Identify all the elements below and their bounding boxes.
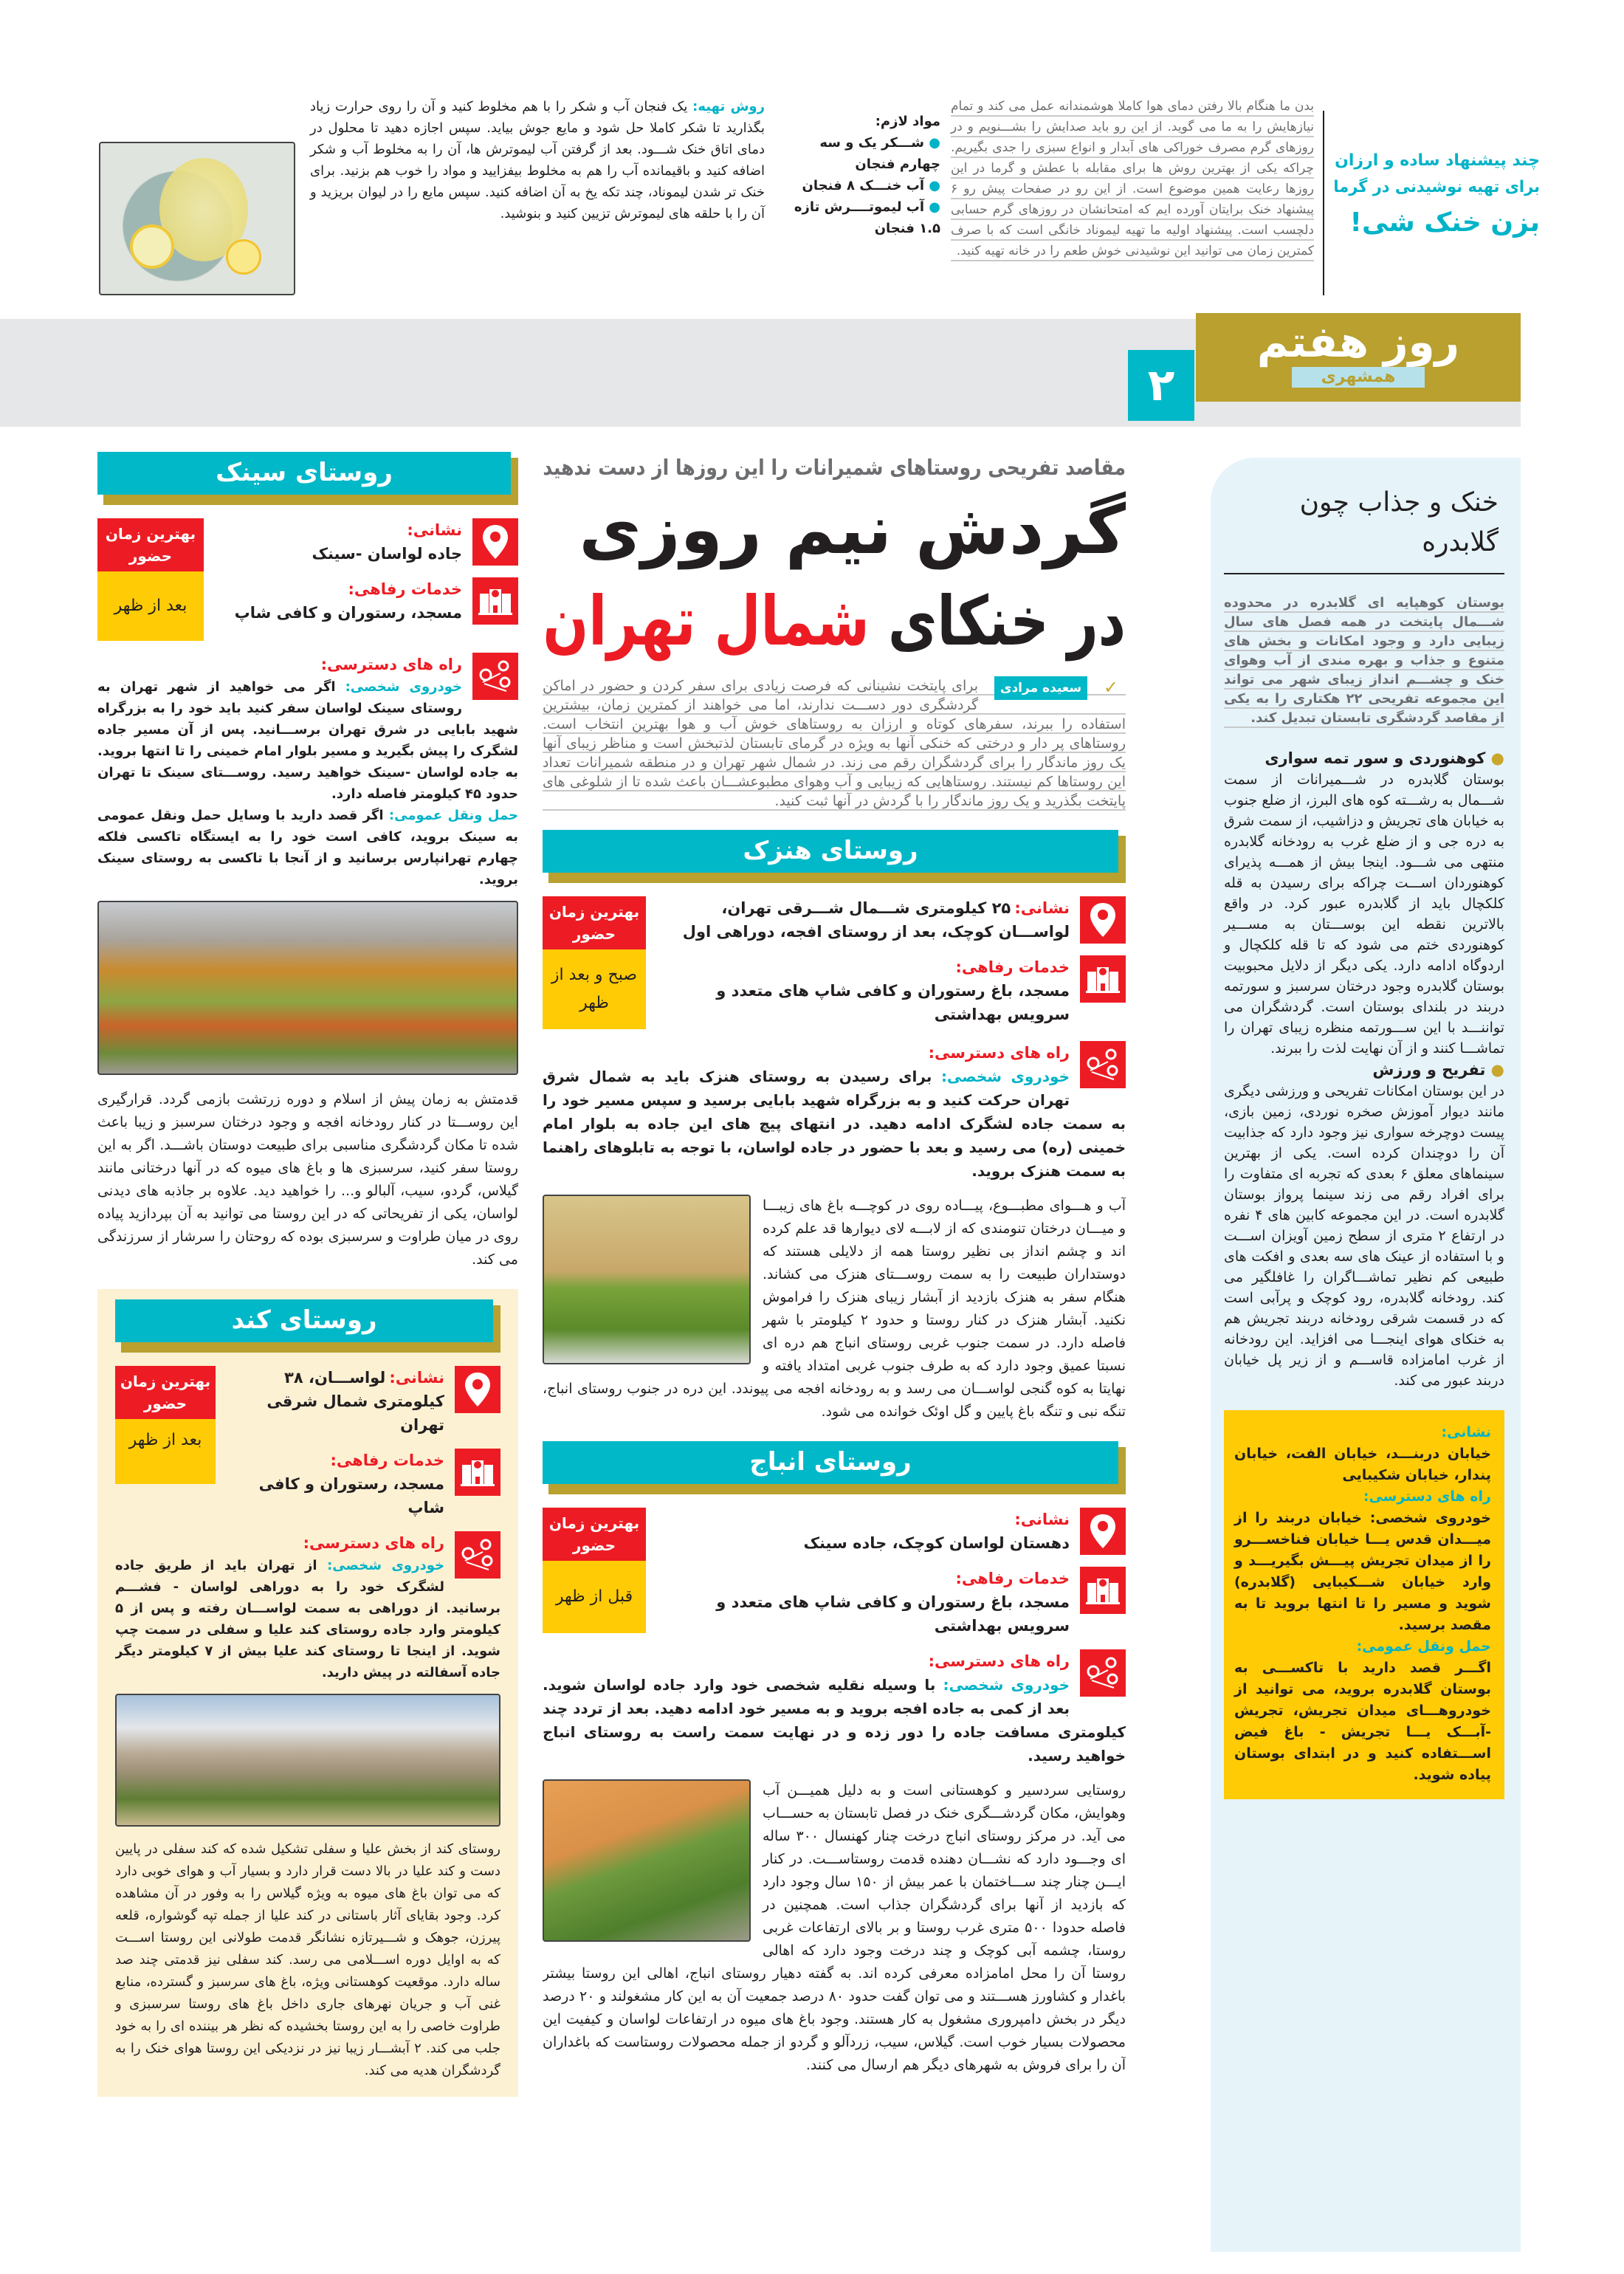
- building-icon: [1080, 1567, 1126, 1614]
- teaser-title: [1333, 148, 1540, 245]
- kand-info: [115, 1366, 500, 1519]
- anbaj-body: [543, 1779, 1126, 2077]
- anbaj-info: [543, 1508, 1126, 1638]
- left-column: [97, 452, 518, 2097]
- headline: [543, 484, 1126, 667]
- ingredient-item: ● آب لیموتــــرش تازه ۱.۵ فنجان: [794, 199, 940, 236]
- title-divider: [1224, 573, 1504, 574]
- address-row: نشانی: ۲۵ کیلومتری شـــمال شـــرقی تهران، لواســـان کوچک، بعد از روستای افجه، دوراهی اول: [658, 896, 1126, 944]
- lemonade-intro: بدن ما هنگام بالا رفتن دمای هوا کاملا هوشمندانه عمل می کند و تمام نیازهایش را به ما می گوید. از این رو باید صدایش را بشـــنویم و در روزهای گرم مصرف خوراکی های آبدار و انواع سبزی را جدی بگیریم. چراکه یکی از بهترین روش ها برای مقابله با عطش و گرما در این روزها رعایت همین موضوع است. از این رو در صفحات پیش رو ۶ پیشنهاد خنک برایتان آورده ایم که امتحانشان در روزهای گرم حسابی دلچسب است. پیشنهاد اولیه ما تهیه لیموناد خانگی است که با صرف کمترین زمان می توانید این نوشیدنی خوش طعم را در خانه تهیه کنید.: [951, 96, 1314, 261]
- route-icon: [1080, 1649, 1126, 1697]
- author-badge: سعیده مرادی: [994, 676, 1087, 700]
- teaser-line: برای تهیه نوشیدنی در گرما: [1333, 178, 1540, 196]
- section-header-kand: روستای کند: [115, 1299, 500, 1356]
- section-title: تفریح و ورزش: [1372, 1061, 1486, 1079]
- sinak-info: [97, 518, 518, 641]
- middle-column: [543, 452, 1126, 2077]
- best-time-box: بهترین زمان حضور بعد از ظهر: [115, 1366, 216, 1484]
- article-intro-wrap: [543, 676, 1126, 811]
- ingredient-item: ● آب خنـــک ۸ فنجان: [802, 178, 940, 193]
- section-header-sinak: روستای سینک: [97, 452, 518, 508]
- location-pin-icon: [1080, 1508, 1126, 1555]
- golabdareh-panel: [1211, 458, 1521, 2252]
- services-row: خدمات رفاهی: مسجد، رستوران و کافی شاپ: [227, 1449, 500, 1519]
- page-number: ۲: [1128, 350, 1194, 421]
- box-label: راه های دسترسی:: [1363, 1488, 1491, 1505]
- box-text: اگـــر قصد دارید با تاکســـی به بوستان گلابدره بروید، می توانید از خودروهـــای میدان تجریش، تجریش -آبـــک یـــا تجریش - باغ فیض اســـتفاده کنید و در ابتدای بوستان پیاده شوید.: [1234, 1660, 1491, 1783]
- box-text: خیابان دربنـــد، خیابان الفت، خیابان پندار، خیابان شکیبایی: [1234, 1446, 1491, 1483]
- building-icon: [472, 577, 518, 625]
- address-row: نشانی: جاده لواسان -سینک: [216, 518, 518, 566]
- building-icon: [1080, 955, 1126, 1003]
- hanzak-access: راه های دسترسی: خودروی شخصی: برای رسیدن به روستای هنزک باید به شمال شرق تهران حرکت کنید و به بزرگراه شهید بابایی برسید و سپس مسیر خود را به سمت جاده لشگرک ادامه دهید. در انتهای پیچ های این جاده به بلوار امام خمینی (ره) می رسید و بعد با حضور در جاده لواسان، با توجه به تابلوهای راهنما به سمت هنزک بروید.: [543, 1041, 1126, 1183]
- kicker: مقاصد تفریحی روستاهای شمیرانات را این روزها از دست ندهید: [543, 455, 1126, 480]
- lemonade-photo: [99, 142, 295, 295]
- box-text: خودروی شخصی: خیابان دربند را از میـــدان قدس یـــا خیابان فناخســـرو را از میدان تجریش پیـــش بگیریـــد و وارد خیابان شـــکیبایی (گلابدره) شوید و مسیر را تا انتها بروید تا به مقصد برسید.: [1234, 1510, 1491, 1633]
- section-text: در این بوستان امکانات تفریحی و ورزشی دیگری مانند دیوار آموزش صخره نوردی، زمین بازی، پیست دوچرخه سواری نیز وجود دارد که جذابیت آن را دوچندان کرده است. یکی از بهترین سینماهای معلق ۶ بعدی که تجربه ای متفاوت را برای افراد رقم می زند سینما پرواز بوستان گلابدره است. در این مجموعه کابین های ۴ نفره در ارتفاع ۲ متری از سطح زمین آویزان اســـت و با استفاده از عینک های سه بعدی و افکت های طبیعی کم نظیر تماشـــاگران را غافلگیر می کند. رودخانه گلابدره، رود کوچک و پرآبی است که در قسمت شرقی رودخانه دربند تجریش هم به خنکای هوای اینجـــا می افزاید. این رودخانه از غرب امامزاده قاســـم و از زیر پل خیابان دربند عبور می کند.: [1224, 1083, 1504, 1389]
- masthead-logo: [1196, 313, 1521, 402]
- golabdareh-lead: بوستان کوهپایه ای گلابدره در محدوده شـــمال پایتخت در همه فصل های سال زیبایی دارد و وجود امکانات و بخش های متنوع و جذاب و بهره مندی از آب وهوای خنک و چشـــم انداز زیبای شهر می تواند این مجموعه تفریحی ۲۲ هکتاری را به یکی از مقاصد گردشگری تابستان تبدیل کند.: [1224, 594, 1504, 728]
- best-time-box: بهترین زمان حضور صبح و بعد از ظهر: [543, 896, 646, 1029]
- teaser-line: چند پیشنهاد ساده و ارزان: [1335, 151, 1540, 170]
- location-pin-icon: [1080, 896, 1126, 944]
- anbaj-access: راه های دسترسی: خودروی شخصی: با وسیله نقلیه شخصی خود وارد جاده لواسان شوید. بعد از کمی به جاده افجه بروید و به مسیر خود ادامه دهید. بعد از تردد چند کیلومتری مسافت جاده را دور زده و در نهایت سمت راست به روستای انباج خواهید رسید.: [543, 1649, 1126, 1768]
- building-icon: [455, 1449, 500, 1496]
- teaser-divider: [1323, 111, 1324, 295]
- method-label: روش تهیه:: [692, 99, 765, 114]
- best-time-box: بهترین زمان حضور قبل از ظهر: [543, 1508, 646, 1633]
- sinak-photo: [97, 901, 518, 1075]
- lemonade-method: [310, 96, 765, 224]
- section-title: کوهنوردی و سور تمه سواری: [1265, 749, 1486, 767]
- route-icon: [455, 1531, 500, 1579]
- golabdareh-info-box: [1224, 1410, 1504, 1799]
- address-row: نشانی: دهستان لواسان کوچک، جاده سینک: [658, 1508, 1126, 1555]
- logo-text: روز هفتم: [1256, 317, 1460, 367]
- article-intro: برای پایتخت نشینانی که فرصت زیادی برای سفر کردن و حضور در اماکن گردشگری دور دســـت ندارند، اما می خواهند از کمترین زمان، بیشترین استفاده را ببرند، سفرهای کوتاه و ارزان به روستاهای خوش آب و هوا بهترین انتخاب است. روستاهای پر دار و درختی که خنکی آنها به ویژه در گرمای تابستان لذتبخش است و مناظر زیبای آنها یک روز ماندگار را برای گردشگران رقم می زند. در شمال شهر تهران و در منطقه شمیرانات تعداد این روستاها کم نیستند. روستاهایی که زیبایی و آب وهوای مطبوعشـــان باعث شده تا از شلوغی های پایتخت بگذرید و یک روز ماندگار را با گردش در آنها ثبت کنید.: [543, 678, 1126, 809]
- hanzak-info: [543, 896, 1126, 1029]
- services-row: خدمات رفاهی: مسجد، رستوران و کافی شاپ: [216, 577, 518, 625]
- headline-line: در خنکای شمال تهران: [543, 582, 1126, 661]
- section-text: بوستان گلابدره در شـــمیرانات از سمت شـــمال به رشـــته کوه های البرز، از ضلع جنوب به خیابان های تجریش و دزاشیب، از سمت شرق به دره جی و از ضلع غرب به رودخانه گلابدره منتهی می شـــود. اینجا بیش از همـــه پذیرای کوهنوردان اســـت چراکه برای رسیدن به قله کلکچال باید از گلابدره عبور کرد. در واقع بالاترین نقطه این بوســـتان به مســـیر کوهنوردی ختم می شود که تا قله کلکچال و اردوگاه ادامه دارد. یکی دیگر از دلایل محبوبیت بوستان گلابدره وجود درختان سرسبز و سورتمه دربند در بلندای بوستان است. گردشگران می تواننـــد با این ســـورتمه منظره زیبای تهران را تماشـــا کنند و از آن نهایت لذت را ببرند.: [1223, 772, 1504, 1057]
- kand-access: راه های دسترسی: خودروی شخصی: از تهران باید از طریق جاده لشگرک خود را به دوراهی لواسان - فشـــم برسانید. از دوراهی به سمت لواســـان رفته و پس از ۵ کیلومتر وارد جاده روستای کند علیا و سفلی در سمت چپ شوید. از اینجا تا روستای کند علیا بیش از ۷ کیلومتر دیگر جاده آسفالته در پیش دارید.: [115, 1531, 500, 1683]
- location-pin-icon: [472, 518, 518, 566]
- ingredients: [782, 111, 940, 239]
- section-header-anbaj: روستای انباج: [543, 1441, 1126, 1497]
- headline-line: گردش نیم روزی: [579, 490, 1126, 569]
- kand-body: روستای کند از بخش علیا و سفلی تشکیل شده که کند سفلی در پایین دست و کند علیا در بالا دست قرار دارد و بسیار آب و هوای خوبی دارد که می توان باغ های میوه به ویژه گیلاس را به وفور در آن مشاهده کرد. وجود بقایای آثار باستانی در کند علیا از جمله تپه گوشواره، قلعه پیرزن، جوهک و شـــیرتازه نشانگر قدمت طولانی این روستا اســـت که به اوایل دوره اســـلامی می رسد. کند سفلی نیز قدمتی چند صد ساله دارد. موقعیت کوهستانی ویژه، باغ های سرسبز و گسترده، منابع غنی آب و جریان نهرهای جاری داخل باغ های روستا سرسبزی و طراوت خاصی را به این روستا بخشیده که نظر هر بیننده ای را به خود جلب می کند. ۲ آبشـــار زیبا نیز در نزدیکی این روستا هوای خنک را به گردشگران هدیه می کند.: [115, 1841, 500, 2078]
- box-label: نشانی:: [1441, 1424, 1491, 1440]
- hanzak-photo: [543, 1195, 751, 1364]
- logo-subtext: همشهری: [1292, 367, 1425, 388]
- ingredient-item: ● شـــکر یک و سه چهارم فنجان: [819, 135, 940, 172]
- sinak-access: راه های دسترسی: خودروی شخصی: اگر می خواهید از شهر تهران به روستای سینک لواسان سفر کنید باید خود را به بزرگراه شهید بابایی در شرق تهران برســـانید. پس از آن مسیر جاده لشگرک را پیش بگیرید و مسیر بلوار امام خمینی را تا انتها بروید. به جاده لواسان -سینک خواهید رسید. روســـتای سینک تا تهران حدود ۴۵ کیلومتر فاصله دارد. حمل ونقل عمومی: اگر قصد دارید با وسایل حمل ونقل عمومی به سینک بروید، کافی است خود را به ایستگاه تاکسی فلکه چهارم تهرانپارس برسانید و از آنجا با تاکسی به روستای سینک بروید.: [97, 653, 518, 890]
- services-row: خدمات رفاهی: مسجد، باغ رستوران و کافی شاپ های متعدد و سرویس بهداشتی: [658, 955, 1126, 1026]
- hanzak-body: [543, 1195, 1126, 1423]
- anbaj-body-full: وجود دارد که بازدید از آنها برای گردشگران جذاب است. همچنین در فاصله حدودا ۵۰۰ متری غرب روستا و بر بالای ارتفاعات غربی روستا، چشمه آبی کوچک و چند درخت وجود دارد که اهالی روستا آن را محل امامزاده معرفی کرده اند. به گفته دهیار روستای انباج، اهالی این روستا بیشتر باغدار و کشاورز هســـتند و می توان گفت حدود ۸۰ درصد جمعیت آن به این کار مشغولند و ۲۰ درصد دیگر در بخش دامپروری مشغول به کار هستند. وجود باغ های میوه در ارتفاعات لواسان و کیفیت این محصولات بسیار خوب است. گیلاس، سیب، زردآلو و گردو از جمله محصولات روستاست که باغداران آن را برای فروش به شهرهای دیگر هم ارسال می کنند.: [543, 1874, 1126, 2073]
- ingredients-title: مواد لازم:: [875, 114, 940, 129]
- best-time-box: بهترین زمان حضور بعد از ظهر: [97, 518, 204, 641]
- golabdareh-title: خنک و جذاب چون گلابدره: [1299, 487, 1499, 557]
- hanzak-body-side: آب و هـــوای مطبـــوع، پیـــاده روی در کوچـــه باغ های زیبـــا و میـــان درختان تنومندی که از لابـــه لای دیوارها قد علم کرده اند و چشم انداز بی نظیر روستا همه از دلایلی هستند که دوستداران طبیعت را به سمت روســـتای هنزک می کشاند. هنگام سفر به هنزک بازدید از آبشار زیبای هنزک را فراموش نکنید. آبشار هنزک در: [763, 1198, 1126, 1328]
- hanzak-body-full: کنار روستا و حدود ۲ کیلومتر با شهر فاصله دارد. در سمت جنوب غربی روستای انباج هم دره ای نسبتا عمیق وجود دارد که به طرف جنوب غربی امتداد یافته و نهایتا به کوه گنجی لواســـان می رسد و به رودخانه افجه می پیوندد. این دره در جنوب روستای انباج، تنگه نبی و تنگه باغ پایین و گل اوئک خوانده می شود.: [543, 1312, 1126, 1420]
- address-row: نشانی: لواســـان، ۳۸ کیلومتری شمال شرقی تهران: [227, 1366, 500, 1437]
- kand-panel: [97, 1289, 518, 2097]
- box-label: حمل ونقل عمومی:: [1356, 1638, 1491, 1655]
- golabdareh-body: ● کوهنوردی و سور تمه سواری بوستان گلابدره در شـــمیرانات از سمت شـــمال به رشـــته کوه های البرز، از ضلع جنوب به خیابان های تجریش و دزاشیب، از سمت شرق به دره جی و از ضلع غرب به رودخانه گلابدره منتهی می شـــود. اینجا بیش از همـــه پذیرای کوهنوردان اســـت چراکه برای رسیدن به قله کلکچال باید از گلابدره عبور کرد. در واقع بالاترین نقطه این بوســـتان به مســـیر کوهنوردی ختم می شود که تا قله کلکچال و اردوگاه ادامه دارد. یکی دیگر از دلایل محبوبیت بوستان گلابدره وجود درختان سرسبز و سورتمه دربند در بلندای بوستان است. گردشگران می تواننـــد با این ســـورتمه منظره زیبای تهران را تماشـــا کنند و از آن نهایت لذت را ببرند. ● تفریح و ورزش در این بوستان امکانات تفریحی و ورزشی دیگری مانند دیوار آموزش صخره نوردی، زمین بازی، پیست دوچرخه سواری نیز وجود دارد که جذابیت آن را دوچندان کرده است. یکی از بهترین سینماهای معلق ۶ بعدی که تجربه ای متفاوت را برای افراد رقم می زند سینما پرواز بوستان گلابدره است. در این مجموعه کابین های ۴ نفره در ارتفاع ۲ متری از سطح زمین آویزان اســـت و با استفاده از عینک های سه بعدی و افکت های طبیعی کم نظیر تماشـــاگران را غافلگیر می کند. رودخانه گلابدره، رود کوچک و پرآبی است که در قسمت شرقی رودخانه دربند تجریش هم به خنکای هوای اینجـــا می افزاید. این رودخانه از غرب امامزاده قاســـم و از زیر پل خیابان دربند عبور می کند.: [1224, 747, 1504, 1391]
- location-pin-icon: [455, 1366, 500, 1413]
- route-icon: [472, 653, 518, 700]
- anbaj-body-side: روستایی سردسیر و کوهستانی است و به دلیل همیـــن آب وهوایش، مکان گردشـــگری خنک در فصل تابستان به حســـاب می آید. در مرکز روستای انباج درخت چنار کهنسال ۳۰۰ ساله ای وجـــود دارد که نشـــان دهنده قدمت روستاســـت. در کنار ایـــن چنار چند ســـاختمان با عمر بیش از ۱۵۰ سال: [763, 1782, 1126, 1890]
- check-icon: ✓: [1103, 677, 1118, 698]
- section-header-hanzak: روستای هنزک: [543, 830, 1126, 886]
- method-text: یک فنجان آب و شکر را با هم مخلوط کنید و آن را روی حرارت زیاد بگذارید تا شکر کاملا حل شود و مایع جوش بیاید. سپس اجازه دهید تا محلول در دمای اتاق خنک شـــود. بعد از گرفتن آب لیموترش ها، آن را به مخلوط آب و شکر اضافه کنید و باقیمانده آب را هم به مخلوط بیفزایید و مواد را خوب هم بزنید. برای خنک تر شدن لیموناد، چند تکه یخ به آن اضافه کنید. سپس مایع را در لیوان بریزید و آن را با حلقه های لیموترش تزیین کنید و بنوشید.: [310, 99, 765, 221]
- kand-photo: [115, 1694, 500, 1827]
- route-icon: [1080, 1041, 1126, 1088]
- teaser-headline: بزن خنک شی!: [1349, 207, 1540, 238]
- anbaj-photo: [543, 1779, 751, 1942]
- sinak-body: قدمتش به زمان پیش از اسلام و دوره زرتشت بازمی گردد. قرارگیری این روســـتا در کنار رودخانه افجه و وجود درختان سرسبز و زیبا باعث شده تا مکان گردشگری مناسبی برای طبیعت دوستان باشـــد. اگر به این روستا سفر کنید، سرسبزی ها و باغ های میوه که در آنها درختانی مانند گیلاس، گردو، سیب، آلبالو و... را خواهید دید. علاوه بر جاذبه های دیدنی لواسان، یکی از تفریحاتی که در این روستا می توانید به آن بپردازید پیاده روی در میان طراوت و سرسبزی بوده که روحتان را سرشار از سرزندگی می کند.: [97, 1091, 518, 1268]
- kicker-wrap: [543, 452, 1126, 484]
- services-row: خدمات رفاهی: مسجد، باغ رستوران و کافی شاپ های متعدد و سرویس بهداشتی: [658, 1567, 1126, 1638]
